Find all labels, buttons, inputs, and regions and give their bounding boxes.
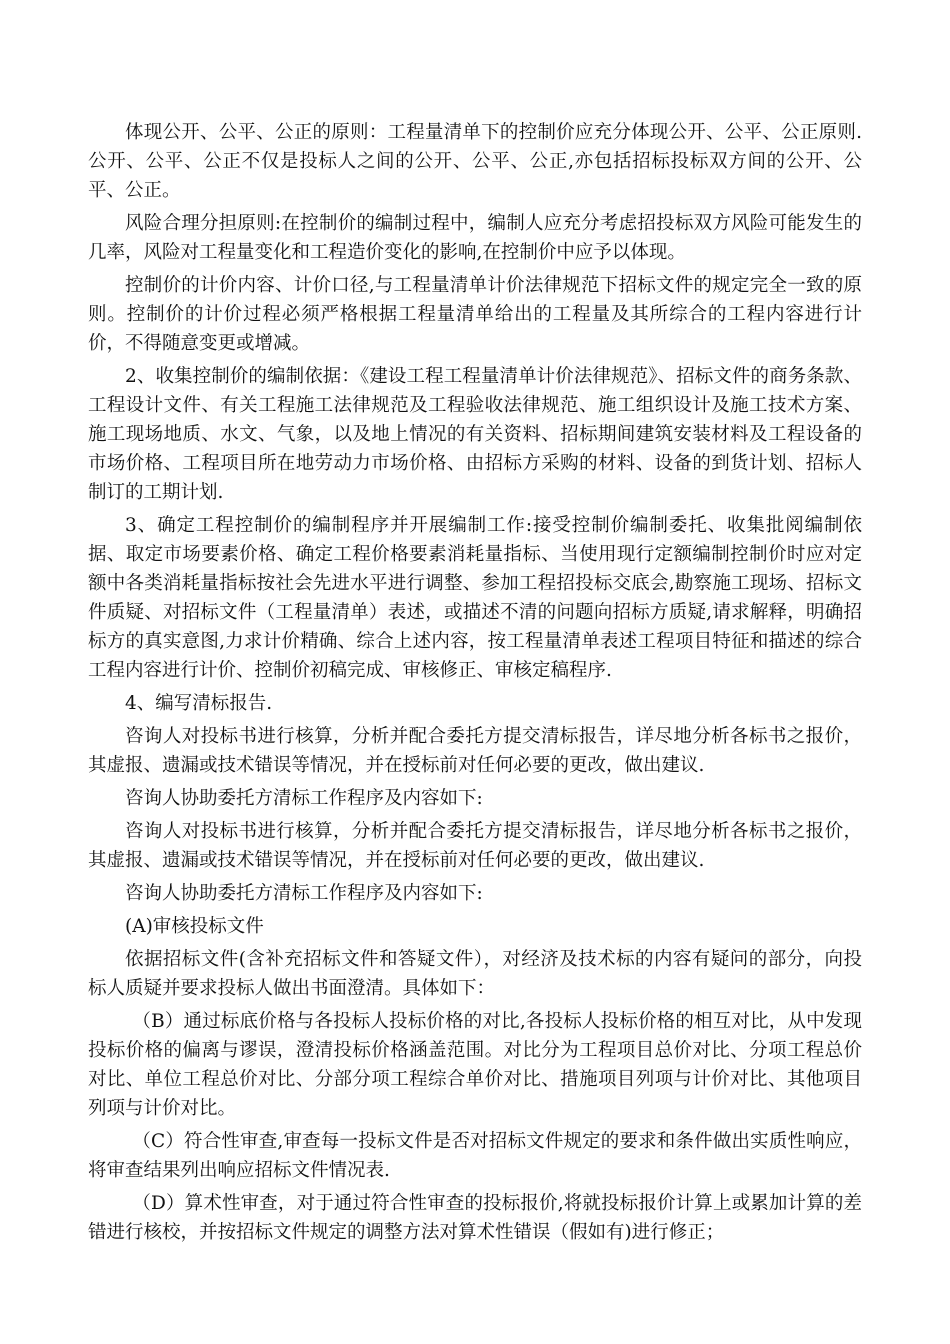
paragraph-step-4-heading: 4、编写清标报告.	[125, 693, 273, 714]
paragraph-consultant-review: 咨询人对投标书进行核算，分析并配合委托方提交清标报告，详尽地分析各标书之报价，其虚报、遗漏或技术错误等情况，并在授标前对任何必要的更改，做出建议.	[88, 726, 862, 776]
document-body	[88, 118, 862, 1251]
paragraph-item-a-heading: (A)审核投标文件	[125, 916, 264, 937]
paragraph-item-d: （D）算术性审查，对于通过符合性审查的投标报价,将就投标报价计算上或累加计算的差错进行核校，并按招标文件规定的调整方法对算术性错误（假如有)进行修正；	[88, 1193, 862, 1243]
paragraph-consultant-procedure: 咨询人协助委托方清标工作程序及内容如下:	[125, 788, 483, 809]
paragraph-item-a-body: 依据招标文件(含补充招标文件和答疑文件），对经济及技术标的内容有疑问的部分，向投标人质疑并要求投标人做出书面澄清。具体如下：	[88, 949, 862, 999]
paragraph-consultant-review-repeat: 咨询人对投标书进行核算，分析并配合委托方提交清标报告，详尽地分析各标书之报价，其虚报、遗漏或技术错误等情况，并在授标前对任何必要的更改，做出建议.	[88, 821, 862, 871]
paragraph-consultant-procedure-repeat: 咨询人协助委托方清标工作程序及内容如下:	[125, 883, 483, 904]
paragraph-step-3: 3、确定工程控制价的编制程序并开展编制工作:接受控制价编制委托、收集批阅编制依据、取定市场要素价格、确定工程价格要素消耗量指标、当使用现行定额编制控制价时应对定额中各类消耗量指标按社会先进水平进行调整、参加工程招投标交底会,勘察施工现场、招标文件质疑、对招标文件（工程量清单）表述，或描述不清的问题向招标方质疑,请求解释，明确招标方的真实意图,力求计价精确、综合上述内容，按工程量清单表述工程项目特征和描述的综合工程内容进行计价、控制价初稿完成、审核修正、审核定稿程序.	[88, 515, 862, 681]
paragraph-step-2: 2、收集控制价的编制依据：《建设工程工程量清单计价法律规范》、招标文件的商务条款、工程设计文件、有关工程施工法律规范及工程验收法律规范、施工组织设计及施工技术方案、施工现场地质、水文、气象，以及地上情况的有关资料、招标期间建筑安装材料及工程设备的市场价格、工程项目所在地劳动力市场价格、由招标方采购的材料、设备的到货计划、招标人制订的工期计划.	[88, 366, 862, 503]
paragraph-principle-risk: 风险合理分担原则:在控制价的编制过程中，编制人应充分考虑招投标双方风险可能发生的几率，风险对工程量变化和工程造价变化的影响,在控制价中应予以体现。	[88, 213, 862, 263]
paragraph-principle-openness: 体现公开、公平、公正的原则：工程量清单下的控制价应充分体现公开、公平、公正原则.公开、公平、公正不仅是投标人之间的公开、公平、公正,亦包括招标投标双方间的公开、公平、公正。	[88, 122, 862, 201]
paragraph-principle-consistency: 控制价的计价内容、计价口径,与工程量清单计价法律规范下招标文件的规定完全一致的原则。控制价的计价过程必须严格根据工程量清单给出的工程量及其所综合的工程内容进行计价，不得随意变更或增减。	[88, 275, 862, 354]
paragraph-item-c: （C）符合性审查,审查每一投标文件是否对招标文件规定的要求和条件做出实质性响应，将审查结果列出响应招标文件情况表.	[88, 1131, 862, 1181]
paragraph-item-b: （B）通过标底价格与各投标人投标价格的对比,各投标人投标价格的相互对比，从中发现投标价格的偏离与谬误，澄清投标价格涵盖范围。对比分为工程项目总价对比、分项工程总价对比、单位工程总价对比、分部分项工程综合单价对比、措施项目列项与计价对比、其他项目列项与计价对比。	[88, 1011, 862, 1119]
